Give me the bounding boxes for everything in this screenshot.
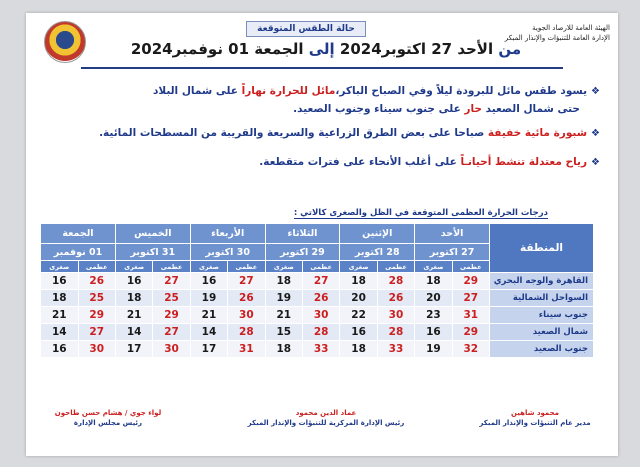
day-date: 30 اكتوبر — [190, 244, 265, 261]
min-temp: 18 — [115, 290, 152, 307]
day-name: الأربعاء — [190, 224, 265, 244]
max-temp: 30 — [78, 341, 115, 358]
min-label: صغرى — [415, 261, 452, 273]
min-temp: 19 — [265, 290, 302, 307]
table-note: درجات الحرارة العظمى المتوقعة في الظل والصغرى كالاتي : — [293, 208, 548, 218]
min-temp: 21 — [41, 307, 79, 324]
bullet-1-line-1: ❖يسود طقس مائل للبرودة ليلاً وفي الصباح الباكر،مائل للحرارة نهاراً على شمال البلاد — [152, 85, 600, 97]
signatory-title: رئيس الإدارة المركزية للتنبؤات والإنذار المبكر — [247, 419, 405, 427]
min-temp: 23 — [415, 307, 452, 324]
max-label: عظمى — [452, 261, 489, 273]
max-temp: 28 — [228, 324, 265, 341]
max-temp: 29 — [452, 273, 489, 290]
min-temp: 16 — [41, 273, 79, 290]
min-temp: 19 — [190, 290, 227, 307]
min-temp: 20 — [415, 290, 452, 307]
region-name: جنوب سيناء — [490, 307, 594, 324]
header-divider — [81, 67, 563, 69]
bulletin-title: حالة الطقس المتوقعة — [246, 21, 366, 37]
signature-board-chairman — [38, 408, 178, 428]
day-name: الجمعة — [41, 224, 116, 244]
org-line-2: الإدارة العامة للتنبؤات والإنذار المبكر — [504, 34, 610, 42]
signatory-name: عماد الدين محمود — [295, 409, 357, 417]
table-row — [41, 290, 594, 307]
signatory-title: مدير عام التنبؤات والإنذار المبكر — [479, 419, 591, 427]
bullet-2: ❖شبورة مائية خفيفة صباحا على بعض الطرق الزراعية والسريعة والقريبة من المسطحات المائية. — [99, 127, 600, 139]
max-temp: 29 — [78, 307, 115, 324]
day-date: 31 اكتوبر — [115, 244, 190, 261]
table-row — [41, 273, 594, 290]
max-temp: 30 — [302, 307, 339, 324]
bullet-1-line-2: حتى شمال الصعيد حار على جنوب سيناء وجنوب الصعيد. — [293, 103, 580, 115]
min-temp: 15 — [265, 324, 302, 341]
max-temp: 33 — [302, 341, 339, 358]
max-temp: 26 — [228, 290, 265, 307]
min-temp: 16 — [41, 341, 79, 358]
max-temp: 28 — [302, 324, 339, 341]
min-temp: 17 — [190, 341, 227, 358]
min-temp: 18 — [265, 273, 302, 290]
max-temp: 27 — [452, 290, 489, 307]
max-label: عظمى — [302, 261, 339, 273]
max-temp: 28 — [377, 273, 414, 290]
min-label: صغرى — [41, 261, 79, 273]
max-temp: 26 — [302, 290, 339, 307]
signature-central-admin-head — [226, 408, 426, 428]
max-temp: 26 — [377, 290, 414, 307]
min-temp: 19 — [415, 341, 452, 358]
forecast-bulletin — [26, 13, 618, 456]
day-name: الأحد — [415, 224, 490, 244]
day-date: 01 نوفمبر — [41, 244, 116, 261]
diamond-bullet-icon: ❖ — [591, 86, 600, 97]
min-temp: 17 — [115, 341, 152, 358]
max-temp: 29 — [452, 324, 489, 341]
min-temp: 18 — [265, 341, 302, 358]
min-label: صغرى — [190, 261, 227, 273]
region-name: جنوب الصعيد — [490, 341, 594, 358]
signatory-name: محمود شاهين — [510, 409, 559, 417]
max-temp: 27 — [78, 324, 115, 341]
min-label: صغرى — [265, 261, 302, 273]
min-temp: 16 — [415, 324, 452, 341]
max-temp: 25 — [153, 290, 190, 307]
period-to-date: الجمعة 01 نوفمبر2024 — [130, 40, 304, 58]
region-name: القاهرة والوجه البحري — [490, 273, 594, 290]
min-temp: 22 — [340, 307, 377, 324]
temperature-table — [40, 223, 594, 358]
diamond-bullet-icon: ❖ — [591, 128, 600, 139]
max-temp: 27 — [153, 273, 190, 290]
min-temp: 21 — [265, 307, 302, 324]
day-name: الإثنين — [340, 224, 415, 244]
min-temp: 21 — [115, 307, 152, 324]
day-name: الخميس — [115, 224, 190, 244]
table-row — [41, 341, 594, 358]
min-temp: 14 — [190, 324, 227, 341]
table-row — [41, 307, 594, 324]
max-temp: 25 — [78, 290, 115, 307]
max-temp: 30 — [377, 307, 414, 324]
day-name: الثلاثاء — [265, 224, 340, 244]
max-label: عظمى — [153, 261, 190, 273]
bulletin-header — [26, 13, 618, 71]
max-temp: 27 — [228, 273, 265, 290]
min-label: صغرى — [115, 261, 152, 273]
max-temp: 31 — [452, 307, 489, 324]
min-temp: 18 — [340, 273, 377, 290]
min-label: صغرى — [340, 261, 377, 273]
max-temp: 29 — [153, 307, 190, 324]
meteorological-authority-logo — [44, 21, 86, 63]
max-temp: 27 — [153, 324, 190, 341]
table-row — [41, 324, 594, 341]
org-line-1: الهيئة العامة للارصاد الجوية — [532, 24, 610, 32]
max-temp: 33 — [377, 341, 414, 358]
region-name: السواحل الشمالية — [490, 290, 594, 307]
max-label: عظمى — [228, 261, 265, 273]
period-from-date: الأحد 27 اكتوبر2024 — [339, 40, 494, 58]
max-temp: 26 — [78, 273, 115, 290]
min-temp: 18 — [340, 341, 377, 358]
max-temp: 30 — [153, 341, 190, 358]
min-temp: 16 — [340, 324, 377, 341]
min-temp: 16 — [115, 273, 152, 290]
period-to-word: إلى — [308, 40, 335, 58]
max-temp: 28 — [377, 324, 414, 341]
max-temp: 30 — [228, 307, 265, 324]
signatory-title: رئيس مجلس الإدارة — [73, 419, 143, 427]
min-temp: 14 — [41, 324, 79, 341]
min-temp: 20 — [340, 290, 377, 307]
signatory-name: لواء جوي / هشام حسن طاحون — [54, 409, 162, 417]
day-date: 28 اكتوبر — [340, 244, 415, 261]
min-temp: 18 — [41, 290, 79, 307]
region-name: شمال الصعيد — [490, 324, 594, 341]
period-from-word: من — [498, 40, 522, 58]
min-temp: 14 — [115, 324, 152, 341]
region-header: المنطقة — [490, 224, 594, 273]
max-temp: 27 — [302, 273, 339, 290]
organization-name — [470, 23, 610, 43]
min-temp: 18 — [415, 273, 452, 290]
min-temp: 16 — [190, 273, 227, 290]
signature-forecast-director — [460, 408, 610, 428]
max-label: عظمى — [377, 261, 414, 273]
day-date: 27 اكتوبر — [415, 244, 490, 261]
max-temp: 32 — [452, 341, 489, 358]
day-date: 29 اكتوبر — [265, 244, 340, 261]
min-temp: 21 — [190, 307, 227, 324]
max-temp: 31 — [228, 341, 265, 358]
max-label: عظمى — [78, 261, 115, 273]
diamond-bullet-icon: ❖ — [591, 157, 600, 168]
bullet-3: ❖رياح معتدلة تنشط أحيانـاً على أغلب الأنحاء على فترات متقطعة. — [259, 156, 600, 168]
